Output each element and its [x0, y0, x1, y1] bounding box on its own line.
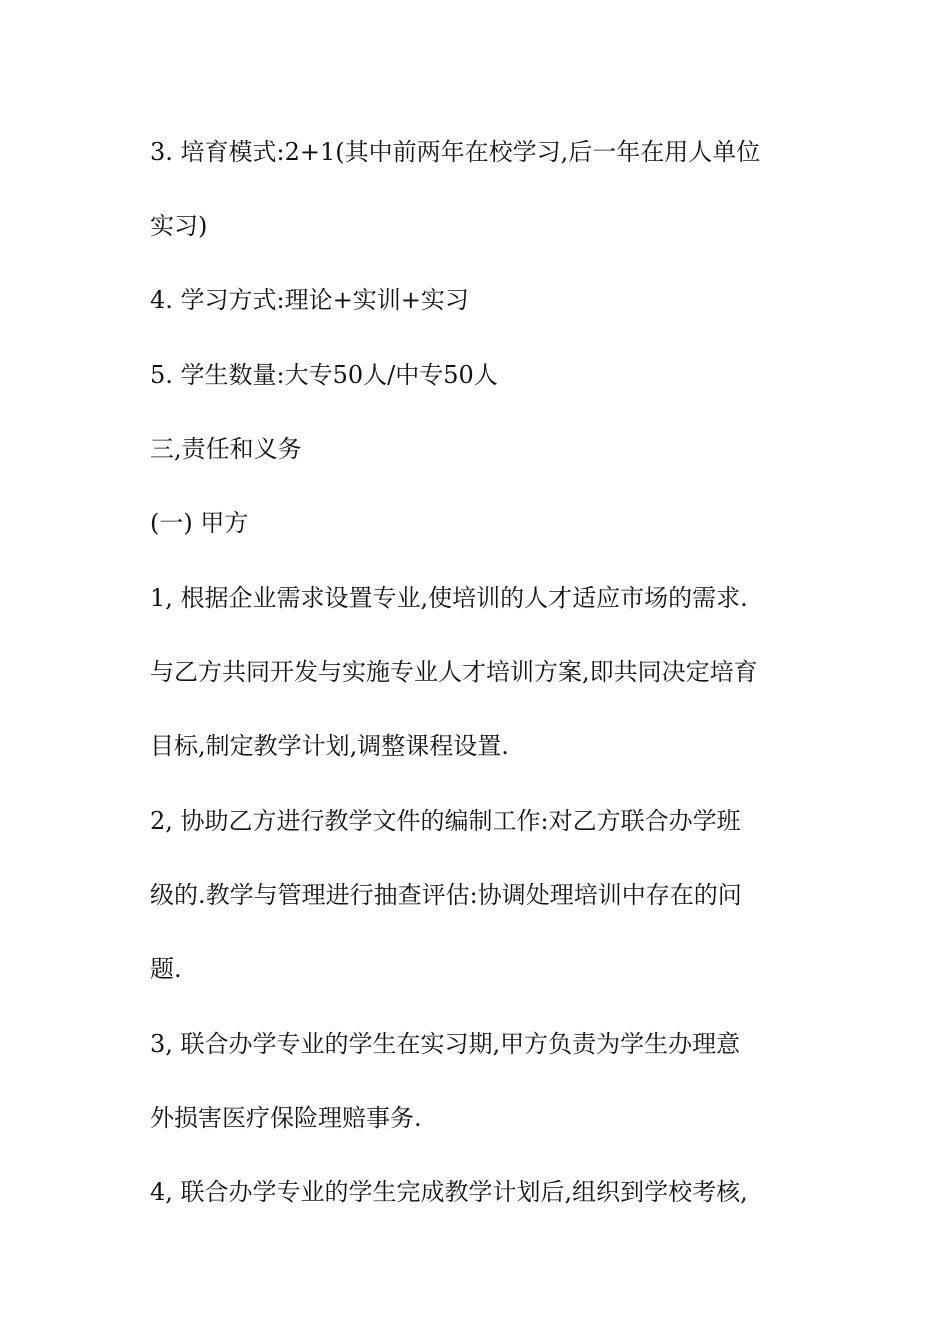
training-mode-line-cont: 实习): [150, 212, 208, 240]
section-heading-responsibilities: 三,责任和义务: [150, 435, 302, 463]
item-1-line-2: 与乙方共同开发与实施专业人才培训方案,即共同决定培育: [150, 658, 758, 686]
item-2-line-1: 2, 协助乙方进行教学文件的编制工作:对乙方联合办学班: [150, 807, 741, 835]
item-2-line-3: 题.: [150, 955, 182, 983]
subsection-heading-party-a: (一) 甲方: [150, 509, 249, 537]
item-4-line-1: 4, 联合办学专业的学生完成教学计划后,组织到学校考核,: [150, 1178, 748, 1206]
item-1-line-3: 目标,制定教学计划,调整课程设置.: [150, 732, 509, 760]
item-2-line-2: 级的.教学与管理进行抽查评估:协调处理培训中存在的问: [150, 881, 742, 909]
student-count-line: 5. 学生数量:大专50人/中专50人: [150, 361, 498, 389]
item-3-line-1: 3, 联合办学专业的学生在实习期,甲方负责为学生办理意: [150, 1030, 741, 1058]
training-mode-line: 3. 培育模式:2+1(其中前两年在校学习,后一年在用人单位: [150, 138, 761, 166]
item-1-line-1: 1, 根据企业需求设置专业,使培训的人才适应市场的需求.: [150, 584, 748, 612]
item-3-line-2: 外损害医疗保险理赔事务.: [150, 1104, 422, 1132]
study-method-line: 4. 学习方式:理论+实训+实习: [150, 286, 469, 314]
